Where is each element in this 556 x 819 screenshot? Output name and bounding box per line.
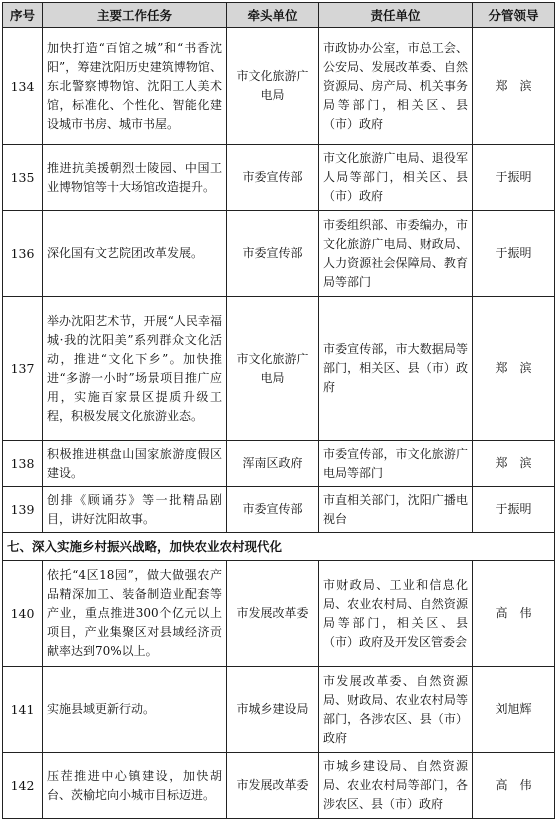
row-lead-unit: 市委宣传部: [227, 145, 319, 211]
row-leader: 于振明: [473, 487, 555, 533]
row-number: 140: [3, 561, 43, 667]
row-responsible-units: 市直相关部门，沈阳广播电视台: [319, 487, 473, 533]
row-lead-unit: 市城乡建设局: [227, 667, 319, 753]
row-lead-unit: 浑南区政府: [227, 441, 319, 487]
row-number: 141: [3, 667, 43, 753]
row-task: 加快打造“百馆之城”和“书香沈阳”，筹建沈阳历史建筑博物馆、东北警察博物馆、沈阳工人美术馆，标准化、个性化、智能化建设城市书房、城市书屋。: [43, 28, 227, 145]
row-task: 压茬推进中心镇建设，加快胡台、茨榆坨向小城市目标迈进。: [43, 753, 227, 819]
row-number: 138: [3, 441, 43, 487]
table-row: [3, 667, 555, 753]
row-task: 依托“4区18园”，做大做强农产品精深加工、装备制造业配套等产业，重点推进300个亿元以上项目，产业集聚区对县域经济贡献率达到70%以上。: [43, 561, 227, 667]
row-lead-unit: 市文化旅游广电局: [227, 297, 319, 441]
table-row: [3, 211, 555, 297]
table-row: [3, 753, 555, 819]
header-serial-number: 序号: [3, 3, 43, 28]
row-responsible-units: 市委宣传部，市文化旅游广电局等部门: [319, 441, 473, 487]
row-number: 135: [3, 145, 43, 211]
row-task: 推进抗美援朝烈士陵园、中国工业博物馆等十大场馆改造提升。: [43, 145, 227, 211]
table-row: [3, 561, 555, 667]
header-main-task: 主要工作任务: [43, 3, 227, 28]
table-row: [3, 28, 555, 145]
row-leader: 郑 滨: [473, 441, 555, 487]
work-task-table: [2, 2, 555, 819]
row-number: 136: [3, 211, 43, 297]
header-leader-in-charge: 分管领导: [473, 3, 555, 28]
row-leader: 高 伟: [473, 561, 555, 667]
row-lead-unit: 市委宣传部: [227, 211, 319, 297]
row-responsible-units: 市发展改革委、自然资源局、财政局、农业农村局等部门，各涉农区、县（市）政府: [319, 667, 473, 753]
row-lead-unit: 市发展改革委: [227, 561, 319, 667]
section-title: 七、深入实施乡村振兴战略，加快农业农村现代化: [3, 533, 555, 561]
row-responsible-units: 市城乡建设局、自然资源局、农业农村局等部门，各涉农区、县（市）政府: [319, 753, 473, 819]
section-heading-row: [3, 533, 555, 561]
header-responsible-units: 责任单位: [319, 3, 473, 28]
table-row: [3, 487, 555, 533]
row-task: 积极推进棋盘山国家旅游度假区建设。: [43, 441, 227, 487]
row-leader: 刘旭辉: [473, 667, 555, 753]
row-responsible-units: 市财政局、工业和信息化局、农业农村局、自然资源局等部门，相关区、县（市）政府及开发区管委会: [319, 561, 473, 667]
row-task: 举办沈阳艺术节，开展“人民幸福城·我的沈阳美”系列群众文化活动，推进“文化下乡”。加快推进“多游一小时”场景项目推广应用，实施百家景区提质升级工程，积极发展文化旅游业态。: [43, 297, 227, 441]
row-responsible-units: 市委组织部、市委编办，市文化旅游广电局、财政局、人力资源社会保障局、教育局等部门: [319, 211, 473, 297]
row-lead-unit: 市文化旅游广电局: [227, 28, 319, 145]
row-leader: 于振明: [473, 211, 555, 297]
table-row: [3, 441, 555, 487]
row-leader: 于振明: [473, 145, 555, 211]
row-task: 深化国有文艺院团改革发展。: [43, 211, 227, 297]
row-task: 实施县域更新行动。: [43, 667, 227, 753]
row-number: 134: [3, 28, 43, 145]
row-responsible-units: 市文化旅游广电局、退役军人局等部门，相关区、县（市）政府: [319, 145, 473, 211]
row-number: 142: [3, 753, 43, 819]
row-leader: 高 伟: [473, 753, 555, 819]
table-row: [3, 297, 555, 441]
row-leader: 郑 滨: [473, 297, 555, 441]
header-lead-unit: 牵头单位: [227, 3, 319, 28]
row-lead-unit: 市发展改革委: [227, 753, 319, 819]
row-leader: 郑 滨: [473, 28, 555, 145]
row-responsible-units: 市委宣传部，市大数据局等部门，相关区、县（市）政府: [319, 297, 473, 441]
table-row: [3, 145, 555, 211]
row-lead-unit: 市委宣传部: [227, 487, 319, 533]
row-number: 139: [3, 487, 43, 533]
row-number: 137: [3, 297, 43, 441]
row-task: 创排《顾诵芬》等一批精品剧目，讲好沈阳故事。: [43, 487, 227, 533]
row-responsible-units: 市政协办公室，市总工会、公安局、发展改革委、自然资源局、房产局、机关事务局等部门，相关区、县（市）政府: [319, 28, 473, 145]
table-header-row: [3, 3, 555, 28]
